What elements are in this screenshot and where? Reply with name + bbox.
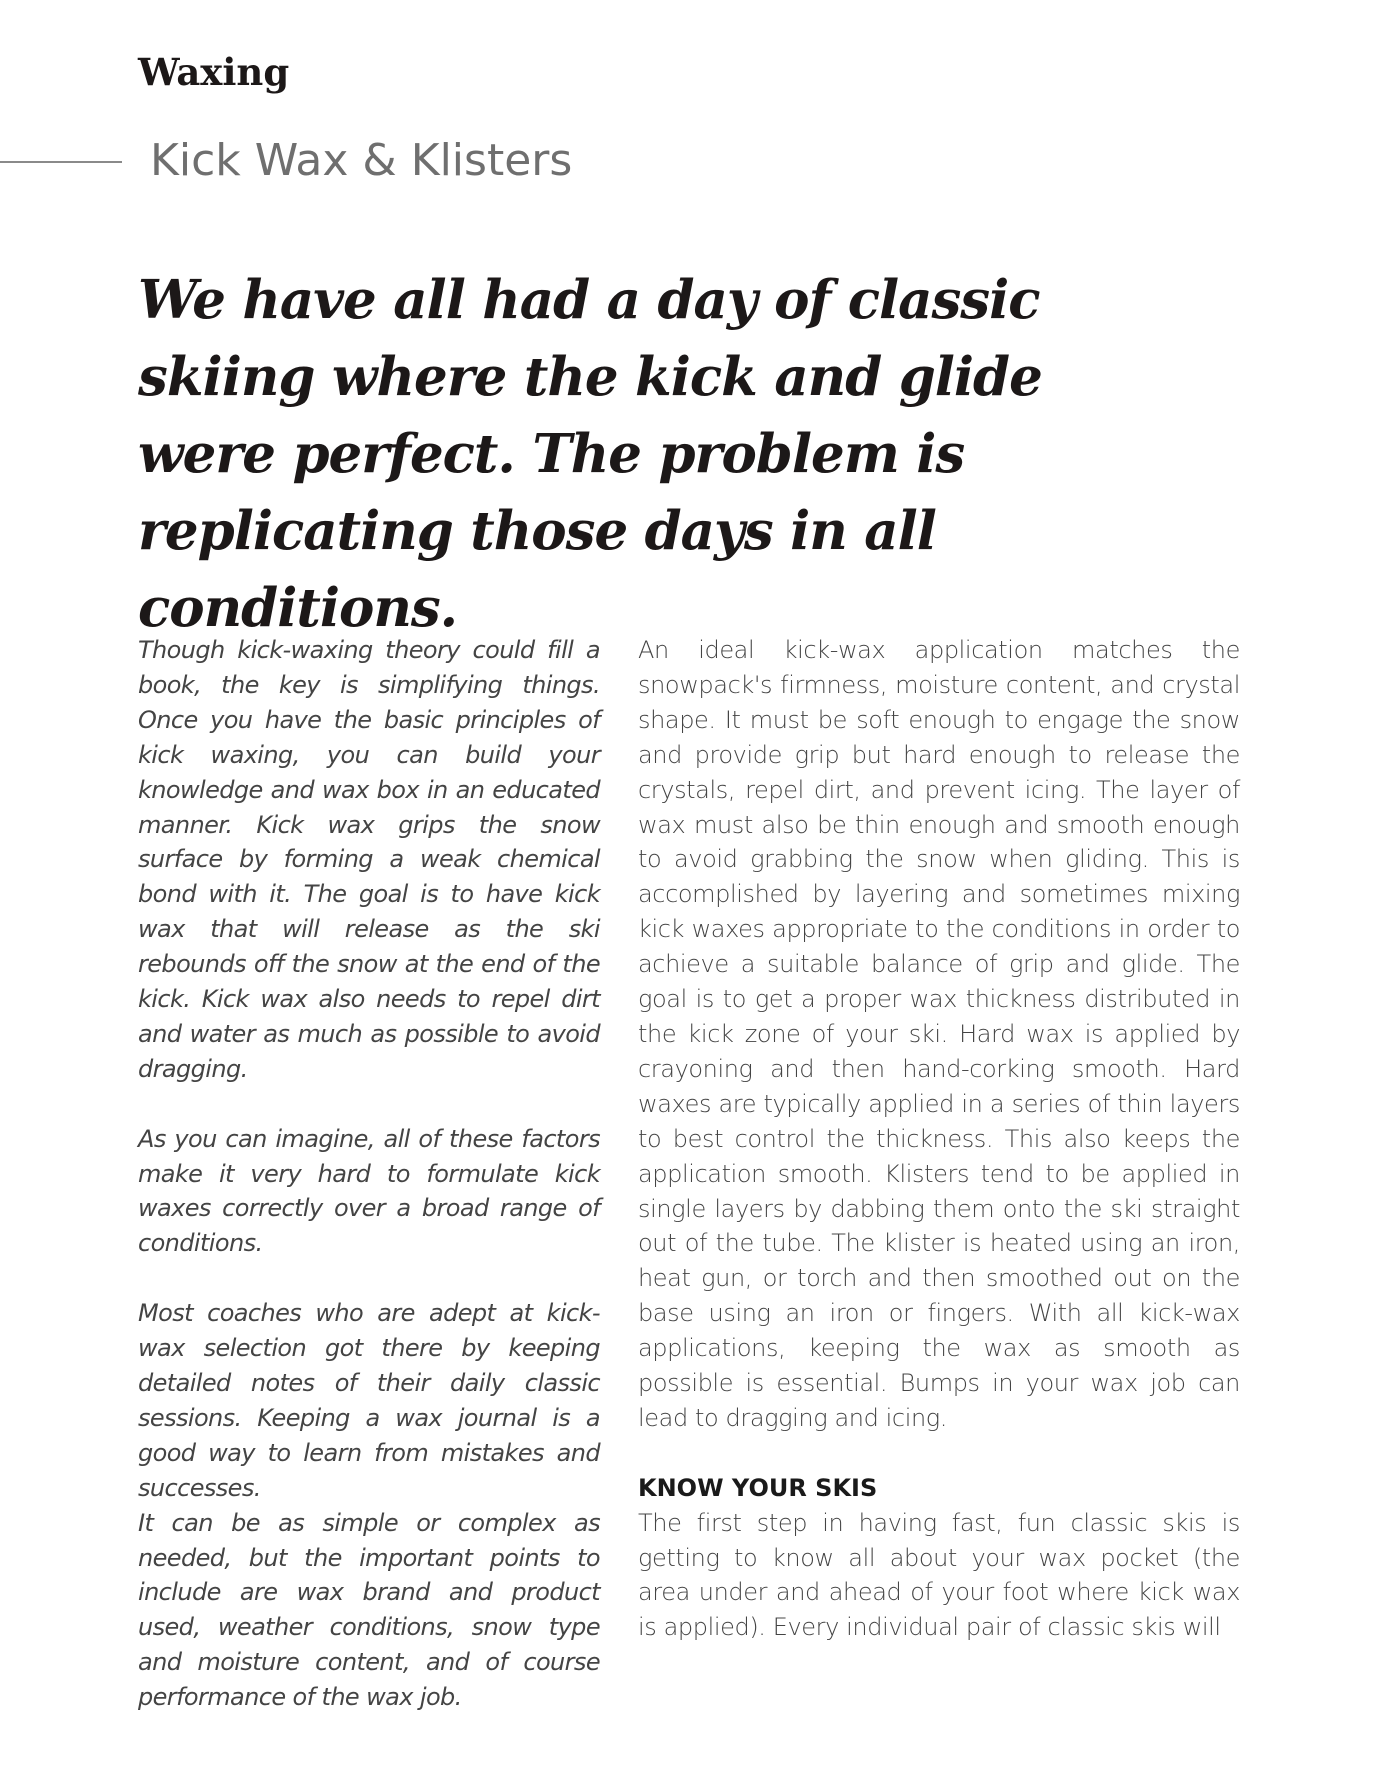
section-subheading: KNOW YOUR SKIS: [638, 1473, 878, 1502]
left-paragraph-1: Though kick-waxing theory could fill a book, the key is simplifying things. Once you have the basic principles of kick waxing, you can build your knowledge and wax box in an educated manner. Kick wax grips the snow surface by forming a weak chemical bond with it. The goal is to have kick wax that will release as the ski rebounds off the snow at the end of the kick. Kick wax also needs to repel dirt and water as much as possible to avoid dragging.: [138, 636, 600, 1083]
right-column: [638, 633, 1240, 1645]
left-column: [138, 633, 600, 1715]
right-paragraph-2: The first step in having fast, fun classic skis is getting to know all about your wax pocket (the area under and ahead of your foot where kick wax is applied). Every individual pair of classic skis will: [638, 1508, 1240, 1642]
divider-rule: [0, 161, 122, 163]
pull-quote: We have all had a day of classic skiing where the kick and glide were perfect. The problem is replicating those days in all conditions.: [138, 269, 1042, 639]
section-label: Waxing: [138, 50, 290, 94]
right-paragraph-1: An ideal kick-wax application matches the snowpack's firmness, moisture content, and crystal shape. It must be soft enough to engage the snow and provide grip but hard enough to release the crystals, repel dirt, and prevent icing. The layer of wax must also be thin enough and smooth enough to avoid grabbing the snow when gliding. This is accomplished by layering and sometimes mixing kick waxes appropriate to the conditions in order to achieve a suitable balance of grip and glide. The goal is to get a proper wax thickness distributed in the kick zone of your ski. Hard wax is applied by crayoning and then hand-corking smooth. Hard waxes are typically applied in a series of thin layers to best control the thickness. This also keeps the application smooth. Klisters tend to be applied in single layers by dabbing them onto the ski straight out of the tube. The klister is heated using an iron, heat gun, or torch and then smoothed out on the base using an iron or fingers. With all kick-wax applications, keeping the wax as smooth as possible is essential. Bumps in your wax job can lead to dragging and icing.: [638, 636, 1240, 1432]
left-paragraph-2: As you can imagine, all of these factors make it very hard to formulate kick waxes correctly over a broad range of conditions.: [138, 1124, 600, 1258]
left-paragraph-4: It can be as simple or complex as needed, but the important points to include are wax brand and product used, weather conditions, snow type and moisture content, and of course performance of the wax job.: [138, 1508, 600, 1712]
article-subtitle: Kick Wax & Klisters: [150, 135, 573, 186]
left-paragraph-3: Most coaches who are adept at kick-wax selection got there by keeping detailed notes of their daily classic sessions. Keeping a wax journal is a good way to learn from mistakes and successes.: [138, 1299, 600, 1502]
